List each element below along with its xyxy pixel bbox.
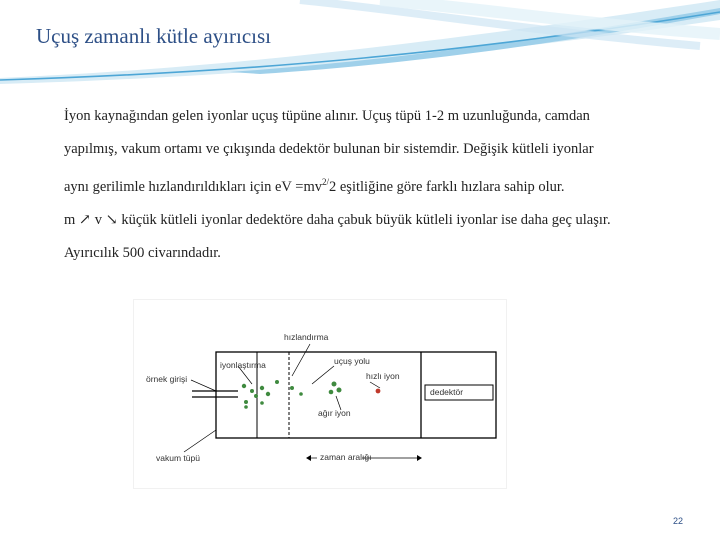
paragraph-resolution: Ayırıcılık 500 civarındadır. — [64, 244, 221, 261]
tof-schematic-figure — [134, 300, 506, 488]
slide-title: Uçuş zamanlı kütle ayırıcısı — [36, 24, 272, 48]
page-number: 22 — [673, 516, 684, 526]
label-zaman-araligi: zaman aralığı — [320, 452, 372, 462]
slide-body — [64, 100, 684, 270]
paragraph-line-1: İyon kaynağından gelen iyonlar uçuş tüpüne alınır. Uçuş tüpü 1-2 m uzunluğunda, camdan — [64, 108, 590, 124]
fast-ion — [376, 389, 381, 394]
equation-text-b: 2 eşitliğine göre farklı hızlara sahip olur. — [329, 178, 565, 195]
velocity-symbol: v — [94, 211, 102, 228]
mass-velocity-explanation: küçük kütleli iyonlar dedektöre daha çabuk büyük kütleli iyonlar ise daha geç ulaşır. — [121, 211, 611, 228]
equation-superscript: 2/ — [321, 177, 329, 187]
label-vakum-tupu: vakum tüpü — [156, 453, 200, 463]
up-arrow-icon: ↗ — [78, 211, 92, 228]
mass-symbol: m — [64, 211, 76, 228]
down-arrow-icon: ↘ — [105, 211, 118, 228]
equation-text-a: aynı gerilimle hızlandırıldıkları için eV =mv — [64, 178, 322, 195]
paragraph-line-3 — [64, 166, 684, 204]
paragraph-mass-velocity — [64, 204, 684, 237]
label-hizlandirma: hızlandırma — [284, 332, 329, 342]
label-hizli-iyon: hızlı iyon — [366, 371, 400, 381]
label-agir-iyon: ağır iyon — [318, 408, 351, 418]
label-dedektor: dedektör — [430, 387, 464, 397]
label-iyonlastirma: iyonlaştırma — [220, 360, 266, 370]
label-ornek-girisi: örnek girişi — [146, 374, 188, 384]
paragraph-line-2: yapılmış, vakum ortamı ve çıkışında dedektör bulunan bir sistemdir. Değişik kütleli iyonlar — [64, 141, 594, 157]
label-ucus-yolu: uçuş yolu — [334, 356, 370, 366]
